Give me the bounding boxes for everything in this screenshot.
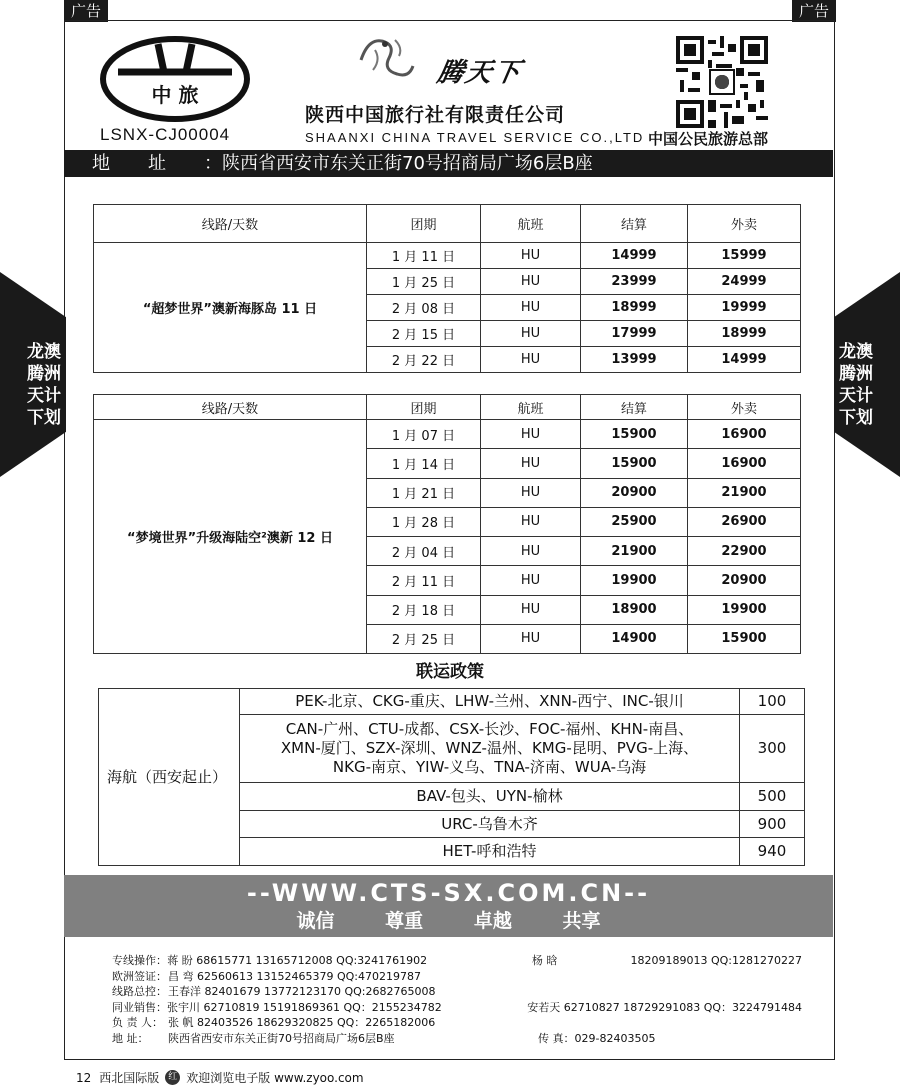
flight-cell: HU xyxy=(481,449,581,478)
settle-price: 17999 xyxy=(581,321,688,347)
side-tab-line: 腾洲 xyxy=(839,364,873,384)
route-name: “超梦世界”澳新海豚岛 11 日 xyxy=(94,243,367,373)
contact-row xyxy=(112,1000,802,1016)
website-banner xyxy=(64,875,833,937)
date-cell: 1 月 28 日 xyxy=(367,507,481,536)
website-url[interactable]: --WWW.CTS-SX.COM.CN-- xyxy=(246,879,651,907)
retail-price: 24999 xyxy=(688,269,801,295)
flight-cell: HU xyxy=(481,478,581,507)
settle-price: 25900 xyxy=(581,507,688,536)
side-tab-left-text xyxy=(24,341,64,429)
header-route: 线路/天数 xyxy=(94,205,367,243)
date-cell: 2 月 25 日 xyxy=(367,624,481,653)
date-cell: 1 月 21 日 xyxy=(367,478,481,507)
policy-cities xyxy=(240,811,740,838)
retail-price: 16900 xyxy=(688,449,801,478)
address-bar xyxy=(64,150,833,177)
policy-title: 联运政策 xyxy=(416,662,484,682)
retail-price: 14999 xyxy=(688,347,801,373)
city-line: XMN-厦门、SZX-深圳、WNZ-温州、KMG-昆明、PVG-上海、 xyxy=(280,739,699,757)
policy-cities xyxy=(240,783,740,811)
flight-cell: HU xyxy=(481,420,581,449)
side-tab-line: 天计 xyxy=(27,386,61,406)
flight-cell: HU xyxy=(481,566,581,595)
settle-price: 23999 xyxy=(581,269,688,295)
city-line: CAN-广州、CTU-成都、CSX-长沙、FOC-福州、KHN-南昌、 xyxy=(285,720,694,738)
address-label: 地址 xyxy=(92,153,204,174)
retail-price: 18999 xyxy=(688,321,801,347)
company-logo xyxy=(100,36,250,122)
retail-price: 22900 xyxy=(688,537,801,566)
table-row xyxy=(94,420,801,449)
settle-price: 18900 xyxy=(581,595,688,624)
motto-word: 诚信 xyxy=(296,910,335,932)
company-name-cn: 陕西中国旅行社有限责任公司 xyxy=(305,104,566,126)
contact-extra: 杨 晗 xyxy=(531,954,558,967)
contact-row xyxy=(112,953,802,969)
contact-row xyxy=(112,1015,802,1031)
ad-label-left: 广告 xyxy=(64,0,108,22)
settle-price: 14999 xyxy=(581,243,688,269)
logo-text: 中 旅 xyxy=(151,83,199,107)
contact-role: 地 址： xyxy=(112,1031,149,1045)
settle-price: 14900 xyxy=(581,624,688,653)
company-name-en: SHAANXI CHINA TRAVEL SERVICE CO.,LTD xyxy=(305,130,645,145)
side-tab-line: 下划 xyxy=(27,408,61,428)
header-settle: 结算 xyxy=(581,395,688,420)
contact-detail: 陕西省西安市东关正街70号招商局广场6层B座 xyxy=(168,1031,395,1045)
retail-price: 21900 xyxy=(688,478,801,507)
city-line: HET-呼和浩特 xyxy=(442,842,537,860)
city-line: URC-乌鲁木齐 xyxy=(441,814,538,833)
qr-caption: 中国公民旅游总部 xyxy=(648,130,769,148)
motto-word: 共享 xyxy=(562,910,601,932)
slogan: 腾天下 xyxy=(434,58,525,88)
motto-word: 卓越 xyxy=(473,910,512,932)
page-footer xyxy=(76,1069,364,1086)
date-cell: 2 月 15 日 xyxy=(367,321,481,347)
flight-cell: HU xyxy=(481,295,581,321)
retail-price: 26900 xyxy=(688,507,801,536)
city-line: NKG-南京、YIW-义乌、TNA-济南、WUA-乌海 xyxy=(332,758,647,776)
date-cell: 1 月 14 日 xyxy=(367,449,481,478)
contact-detail: 张宇川 62710819 15191869361 QQ：2155234782 xyxy=(167,1000,442,1014)
contact-detail: 王春洋 82401679 13772123170 QQ:2682765008 xyxy=(168,985,436,999)
table-header-row xyxy=(94,395,801,420)
side-tab-line: 龙澳 xyxy=(27,342,61,362)
date-cell: 2 月 22 日 xyxy=(367,347,481,373)
date-cell: 2 月 08 日 xyxy=(367,295,481,321)
settle-price: 19900 xyxy=(581,566,688,595)
policy-price: 100 xyxy=(740,689,805,715)
policy-price: 940 xyxy=(740,838,805,866)
page-number: 12 xyxy=(76,1070,92,1085)
red-badge-icon: 红 xyxy=(165,1070,180,1085)
date-cell: 1 月 25 日 xyxy=(367,269,481,295)
contact-detail: 昌 弯 62560613 13152465379 QQ:470219787 xyxy=(168,969,421,983)
retail-price: 19900 xyxy=(688,595,801,624)
flight-cell: HU xyxy=(481,595,581,624)
settle-price: 13999 xyxy=(581,347,688,373)
policy-cities xyxy=(240,838,740,866)
address-value: ：陕西省西安市东关正街70号招商局广场6层B座 xyxy=(204,153,593,174)
date-cell: 2 月 11 日 xyxy=(367,566,481,595)
footer-text[interactable]: 欢迎浏览电子版 www.zyoo.com xyxy=(186,1071,364,1085)
policy-price: 300 xyxy=(740,715,805,783)
header-date: 团期 xyxy=(367,205,481,243)
date-cell: 1 月 07 日 xyxy=(367,420,481,449)
header-settle: 结算 xyxy=(581,205,688,243)
contact-detail: 张 帆 82403526 18629320825 QQ：2265182006 xyxy=(168,1016,436,1030)
date-cell: 2 月 18 日 xyxy=(367,595,481,624)
contact-row xyxy=(112,969,802,985)
policy-cities xyxy=(240,715,740,783)
retail-price: 15900 xyxy=(688,624,801,653)
flight-cell: HU xyxy=(481,537,581,566)
table-row xyxy=(94,243,801,269)
date-cell: 1 月 11 日 xyxy=(367,243,481,269)
flight-cell: HU xyxy=(481,243,581,269)
contact-list xyxy=(112,953,802,1047)
contact-role: 同业销售： xyxy=(112,1000,167,1014)
motto-word: 尊重 xyxy=(385,910,424,932)
date-cell: 2 月 04 日 xyxy=(367,537,481,566)
qr-code[interactable] xyxy=(676,36,768,128)
header-route: 线路/天数 xyxy=(94,395,367,420)
settle-price: 20900 xyxy=(581,478,688,507)
flight-cell: HU xyxy=(481,624,581,653)
side-tab-right-text xyxy=(836,341,876,429)
header-date: 团期 xyxy=(367,395,481,420)
side-tab-line: 天计 xyxy=(839,386,873,406)
ad-label-right: 广告 xyxy=(792,0,836,22)
contact-role: 负 责 人： xyxy=(112,1016,163,1030)
settle-price: 15900 xyxy=(581,449,688,478)
contact-role: 专线操作： xyxy=(112,954,167,967)
publication-name: 西北国际版 xyxy=(99,1071,160,1085)
header-retail: 外卖 xyxy=(688,395,801,420)
route-name: “梦境世界”升级海陆空²澳新 12 日 xyxy=(94,420,367,654)
contact-role: 欧洲签证： xyxy=(112,969,167,983)
license-number: LSNX-CJ00004 xyxy=(100,125,231,144)
policy-price: 500 xyxy=(740,783,805,811)
contact-extra: 传 真：029-82403505 xyxy=(538,1031,656,1045)
contact-row xyxy=(112,1031,802,1047)
table-header-row xyxy=(94,205,801,243)
settle-price: 15900 xyxy=(581,420,688,449)
city-line: PEK-北京、CKG-重庆、LHW-兰州、XNN-西宁、INC-银川 xyxy=(295,692,684,710)
policy-scope: 海航（西安起止） xyxy=(99,689,240,866)
side-tab-line: 龙澳 xyxy=(839,342,873,362)
connection-policy-table xyxy=(98,688,805,866)
tour-price-table-2 xyxy=(93,394,801,654)
side-tab-line: 下划 xyxy=(839,408,873,428)
tour-price-table-1 xyxy=(93,204,801,373)
retail-price: 15999 xyxy=(688,243,801,269)
header-retail: 外卖 xyxy=(688,205,801,243)
contact-extra: 安若天 62710827 18729291083 QQ：3224791484 xyxy=(527,1000,802,1014)
retail-price: 19999 xyxy=(688,295,801,321)
table-row xyxy=(99,689,805,715)
dragon-emblem xyxy=(355,30,417,86)
city-line: BAV-包头、UYN-榆林 xyxy=(416,787,563,805)
flight-cell: HU xyxy=(481,321,581,347)
contact-detail: 蒋 盼 68615771 13165712008 QQ:3241761902 xyxy=(167,954,428,967)
flight-cell: HU xyxy=(481,347,581,373)
header-flight: 航班 xyxy=(481,395,581,420)
settle-price: 21900 xyxy=(581,537,688,566)
header-flight: 航班 xyxy=(481,205,581,243)
side-tab-line: 腾洲 xyxy=(27,364,61,384)
contact-role: 线路总控： xyxy=(112,985,167,999)
contact-extra: 18209189013 QQ:1281270227 xyxy=(630,954,802,967)
policy-cities xyxy=(240,689,740,715)
retail-price: 16900 xyxy=(688,420,801,449)
settle-price: 18999 xyxy=(581,295,688,321)
flight-cell: HU xyxy=(481,507,581,536)
retail-price: 20900 xyxy=(688,566,801,595)
policy-price: 900 xyxy=(740,811,805,838)
contact-row xyxy=(112,984,802,1000)
motto xyxy=(64,909,833,933)
flight-cell: HU xyxy=(481,269,581,295)
